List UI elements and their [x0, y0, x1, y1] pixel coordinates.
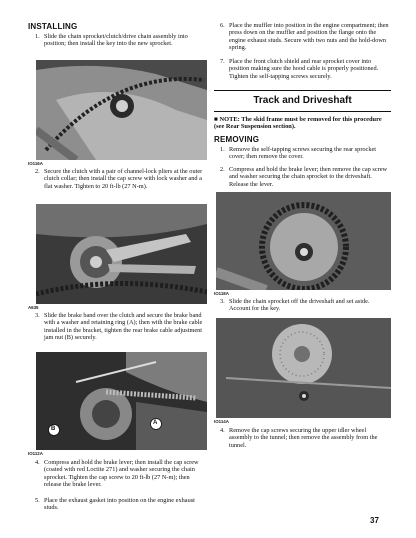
install-step-5: 5. Place the exhaust gasket into position on the engine exhaust studs.	[35, 497, 195, 512]
callout-b: B	[51, 426, 56, 432]
remove-step-4: 4. Remove the cap screws securing the upper idler wheel assembly to the tunnel; then remove the assembly from the tunnel.	[220, 427, 378, 449]
photo-driveshaft	[216, 192, 391, 290]
install-step-1: 1. Slide the chain sprocket/clutch/drive chain assembly into position; then install the key into the new sprocket.	[35, 33, 188, 48]
photo-idler-wheel	[216, 318, 391, 418]
installing-heading: INSTALLING	[28, 22, 78, 31]
remove-step-3: 3. Slide the chain sprocket off the driveshaft and set aside. Account for the key.	[220, 298, 370, 313]
note: ■ NOTE: The skid frame must be removed for this procedure (see Rear Suspension section).	[214, 116, 382, 131]
photo-chain-sprocket	[36, 60, 207, 160]
removing-heading: REMOVING	[214, 135, 260, 144]
photo-brake-band	[36, 352, 207, 450]
figure-caption: IO114A	[214, 419, 229, 424]
page-number: 37	[370, 516, 379, 525]
install-step-3: 3. Slide the brake band over the clutch and secure the brake band with a washer and retaining ring (A); then with the brake cable installed in the bracket, tighten the rear brake cable adjustment jam nut (B) securely.	[35, 312, 203, 342]
figure-caption: A635	[28, 305, 39, 310]
install-step-7: 7. Place the front clutch shield and rear sprocket cover into position making sure the hood cable is properly positioned. Tighten the self-tapping screws securely.	[220, 58, 379, 80]
callout-a: A	[153, 420, 158, 426]
figure-caption: IO116A	[28, 161, 43, 166]
install-step-6: 6. Place the muffler into position in the engine compartment; then press down on the muffler and position the flange onto the engine exhaust studs. Secure with two nuts and the hold-down spring.	[220, 22, 389, 52]
note-square-icon: ■	[214, 116, 218, 123]
remove-step-2: 2. Compress and hold the brake lever; then remove the cap screw and washer securing the chain sprocket to the driveshaft. Release the lever.	[220, 166, 388, 188]
remove-step-1: 1. Remove the self-tapping screws securing the rear sprocket cover; then remove the cover.	[220, 146, 377, 161]
section-title: Track and Driveshaft	[214, 90, 391, 112]
install-step-2: 2. Secure the clutch with a pair of channel-lock pliers at the outer clutch collar; then install the cap screw with lock washer and a flat washer. Tighten to 20 ft-lb (27 N-m).	[35, 168, 203, 190]
install-step-4: 4. Compress and hold the brake lever; then install the cap screw (coated with red Loctite 271) and washer securing the chain sprocket. Tighten the cap screw to 20 ft-lb (27 N-m); then release the brake lever.	[35, 459, 199, 489]
figure-caption: IO118A	[214, 291, 229, 296]
figure-caption: IO112A	[28, 451, 43, 456]
photo-clutch-pliers	[36, 204, 207, 304]
